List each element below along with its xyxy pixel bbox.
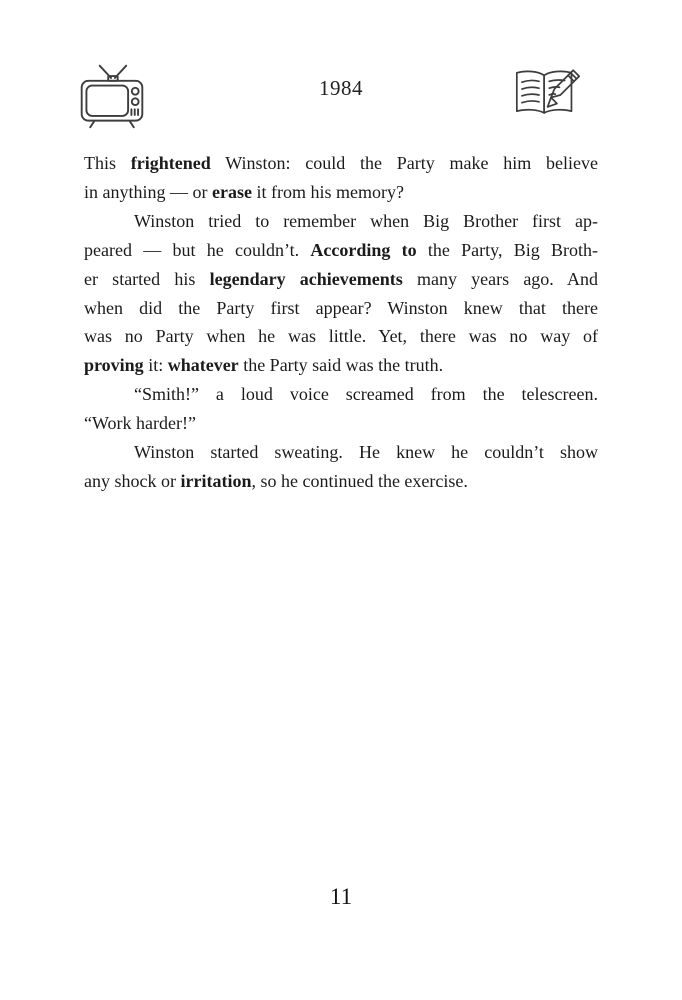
text-line: was no Party when he was little. Yet, there was no way of [84,326,598,347]
text-line: Winston tried to remember when Big Brother first ap- [134,210,598,231]
text-line: This frightened Winston: could the Party make him believe [84,153,598,173]
text-line: er started his legendary achievements many years ago. And [84,268,599,289]
page-text [84,149,598,496]
text-line: in anything — or erase it from his memory? [84,181,404,202]
page-title: 1984 [319,76,363,100]
text-line: when did the Party first appear? Winston knew that there [84,297,598,318]
text-line: Winston started sweating. He knew he couldn’t show [134,442,598,463]
notebook-pencil-icon [510,66,580,124]
page-number: 11 [329,884,353,909]
text-line: proving it: whatever the Party said was the truth. [84,355,444,376]
text-line: any shock or irritation, so he continued the exercise. [84,470,468,491]
text-line: “Smith!” a loud voice screamed from the telescreen. [134,384,598,405]
text-line: peared — but he couldn’t. According to the Party, Big Broth- [84,239,598,260]
text-line: “Work harder!” [84,413,196,434]
